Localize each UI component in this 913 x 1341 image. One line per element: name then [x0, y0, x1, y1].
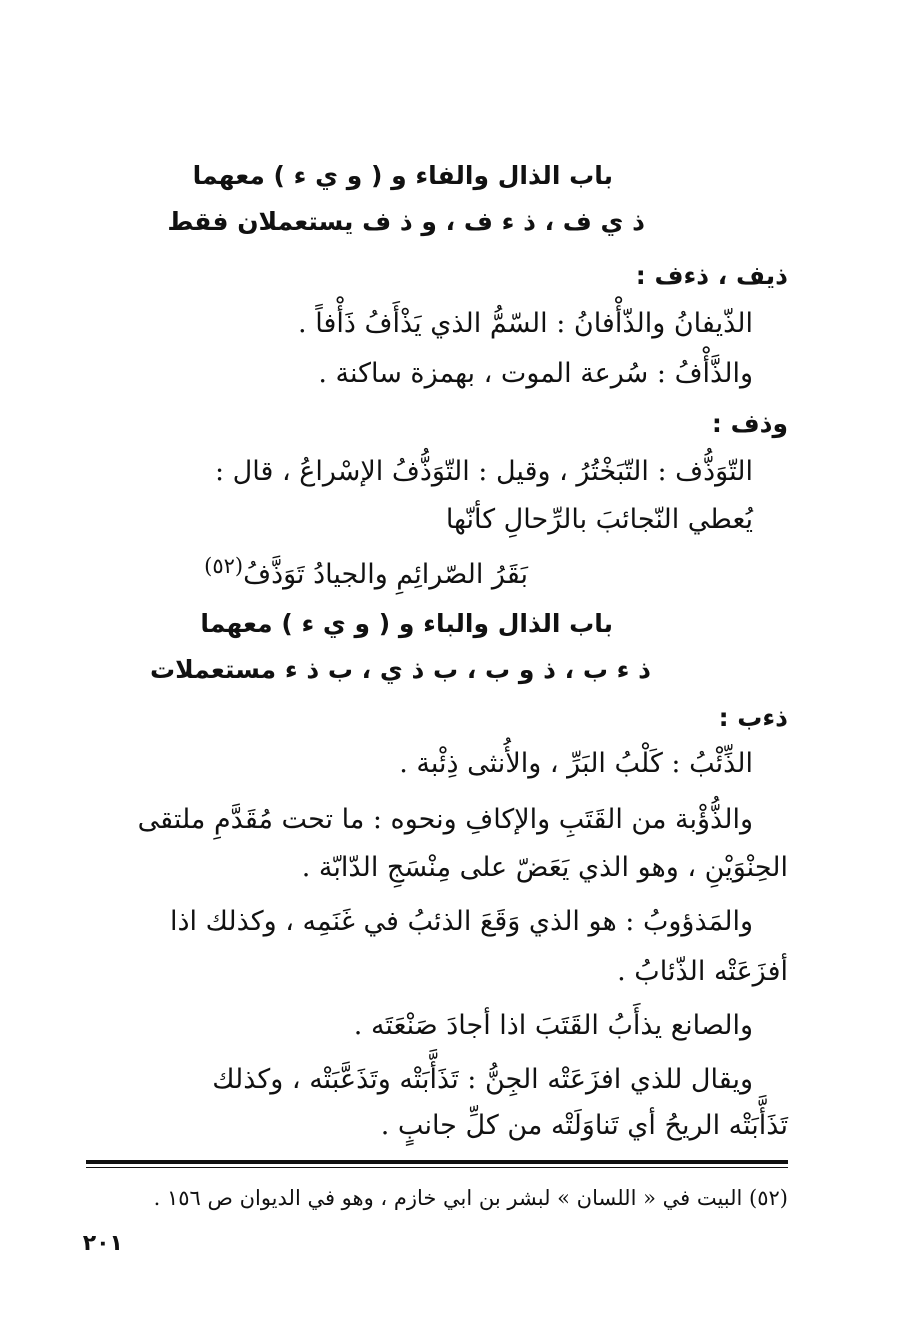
page-number: ٢٠١ [82, 1231, 123, 1256]
entry-keyword-wdhf: وذف : [711, 409, 788, 438]
entry-line: والذُّؤْبة من القَتَبِ والإكافِ ونحوه : ما تحت مُقَدَّمِ ملتقى [137, 804, 753, 835]
footnote-rule-thin [86, 1167, 788, 1168]
footnote-ref: (٥٢) [204, 554, 244, 578]
entry-line: الحِنْوَيْنِ ، وهو الذي يَعَضّ على مِنْسَجِ الدّابّة . [301, 852, 788, 883]
section-heading-2: باب الذال والباء و ( و ي ء ) معهما [200, 609, 613, 638]
entry-keyword-dhab: ذءب : [718, 703, 788, 732]
section-subheading-1: ذ ي ف ، ذ ء ف ، و ذ ف يستعملان فقط [167, 207, 645, 236]
entry-line: والصانع يذأَبُ القَتَبَ اذا أجادَ صَنْعَتَه . [353, 1010, 753, 1041]
section-subheading-2: ذ ء ب ، ذ و ب ، ب ذ ي ، ب ذ ء مستعملات [150, 655, 651, 684]
section-heading-1: باب الذال والفاء و ( و ي ء ) معهما [192, 161, 613, 190]
entry-line: تَذَأَّبَتْه الريحُ أي تَناوَلَتْه من كلِّ جانبٍ . [380, 1110, 788, 1141]
entry-line: الذِّئْبُ : كَلْبُ البَرِّ ، والأُنثى ذِئْبة . [399, 748, 753, 779]
verse-text: بَقَرُ الصّرائِمِ والجيادُ تَوَذَّفُ [243, 559, 528, 590]
verse-line-2 [204, 548, 528, 593]
entry-line: التّوَذُّف : التّبَخْتُرُ ، وقيل : التّوَذُّفُ الإسْراعُ ، قال : [214, 456, 753, 487]
entry-line: أفزَعَتْه الذّئابُ . [617, 956, 788, 987]
entry-line: ويقال للذي افزَعَتْه الجِنُّ : تَذَأَّبَتْه وتَذَعَّبَتْه ، وكذلك [212, 1064, 753, 1095]
verse-line-1: يُعطي النّجائبَ بالرِّحالِ كأنّها [445, 504, 753, 535]
entry-keyword-dhyf: ذيف ، ذءف : [635, 261, 788, 290]
entry-line: والمَذؤوبُ : هو الذي وَقَعَ الذئبُ في غَنَمِه ، وكذلك اذا [170, 906, 753, 937]
entry-line: والذَّأْفُ : سُرعة الموت ، بهمزة ساكنة . [318, 358, 753, 389]
entry-line: الذّيفانُ والذّأْفانُ : السّمُّ الذي يَذْأَفُ ذَأْفاً . [298, 308, 753, 339]
footnote: (٥٢) البيت في « اللسان » لبشر بن ابي خازم ، وهو في الديوان ص ١٥٦ . [153, 1186, 788, 1210]
footnote-rule [86, 1160, 788, 1164]
